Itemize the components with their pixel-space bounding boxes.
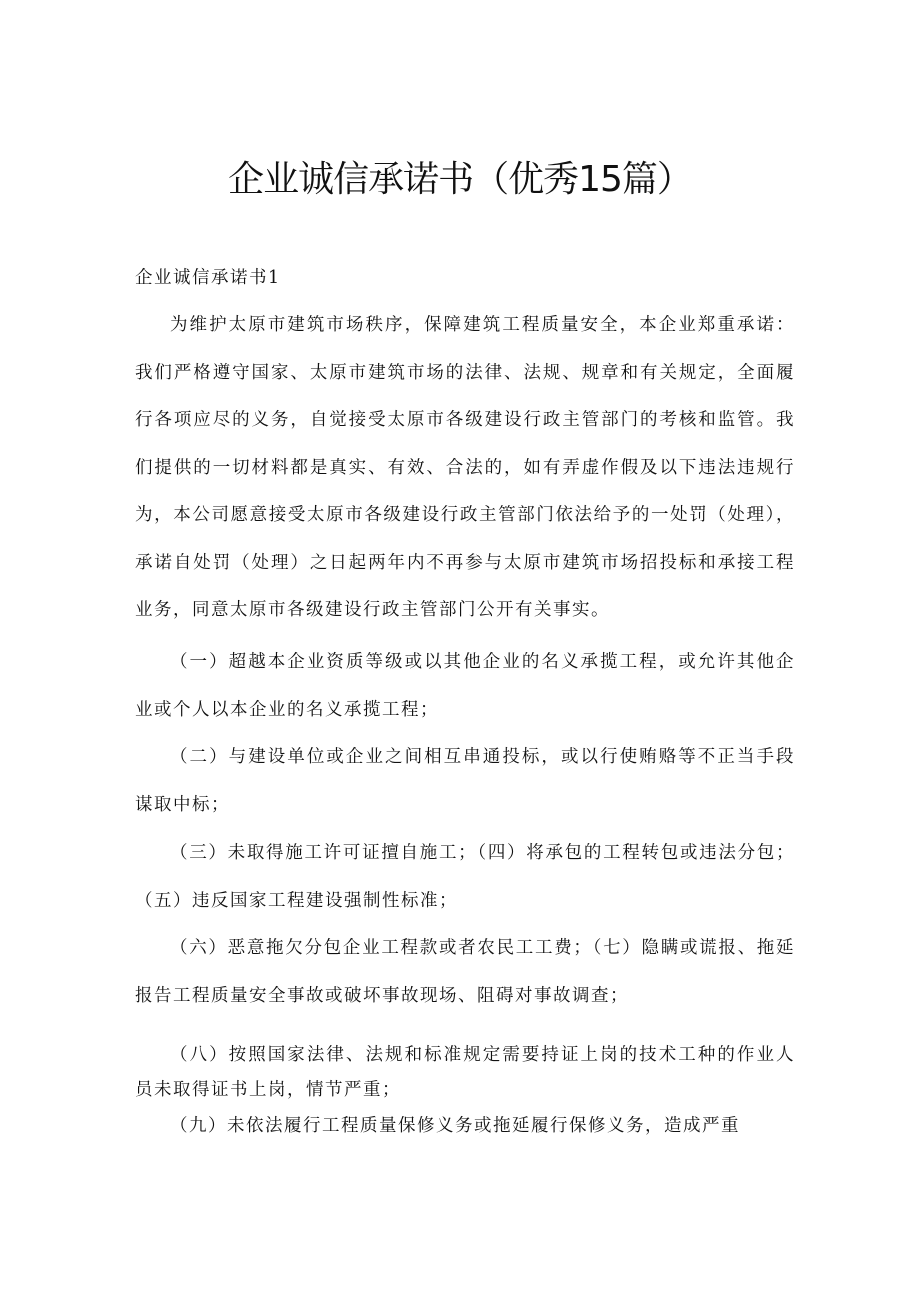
paragraph-items-6-7: （六）恶意拖欠分包企业工程款或者农民工工费；（七）隐瞒或谎报、拖延报告工程质量安全事故或破坏事故现场、阻碍对事故调查； <box>135 938 795 1006</box>
document-title: 企业诚信承诺书（优秀15篇） <box>228 159 692 200</box>
paragraph-item-8: （八）按照国家法律、法规和标准规定需要持证上岗的技术工种的作业人员未取得证书上岗，情节严重； <box>135 1045 795 1100</box>
paragraph-item-2: （二）与建设单位或企业之间相互串通投标，或以行使贿赂等不正当手段谋取中标； <box>135 747 795 815</box>
section-heading: 企业诚信承诺书1 <box>135 268 281 288</box>
paragraph-commitment: 为维护太原市建筑市场秩序，保障建筑工程质量安全，本企业郑重承诺：我们严格遵守国家、太原市建筑市场的法律、法规、规章和有关规定，全面履行各项应尽的义务，自觉接受太原市各级建设行政主管部门的考核和监管。我们提供的一切材料都是真实、有效、合法的，如有弄虚作假及以下违法违规行为，本公司愿意接受太原市各级建设行政主管部门依法给予的一处罚（处理），承诺自处罚（处理）之日起两年内不再参与太原市建筑市场招投标和承接工程业务，同意太原市各级建设行政主管部门公开有关事实。 <box>135 315 795 620</box>
paragraph-items-3-5: （三）未取得施工许可证擅自施工；（四）将承包的工程转包或违法分包；（五）违反国家工程建设强制性标准； <box>135 843 795 911</box>
paragraph-item-9: （九）未依法履行工程质量保修义务或拖延履行保修义务，造成严重 <box>170 1116 740 1136</box>
paragraph-item-1: （一）超越本企业资质等级或以其他企业的名义承揽工程，或允许其他企业或个人以本企业的名义承揽工程； <box>135 652 795 720</box>
